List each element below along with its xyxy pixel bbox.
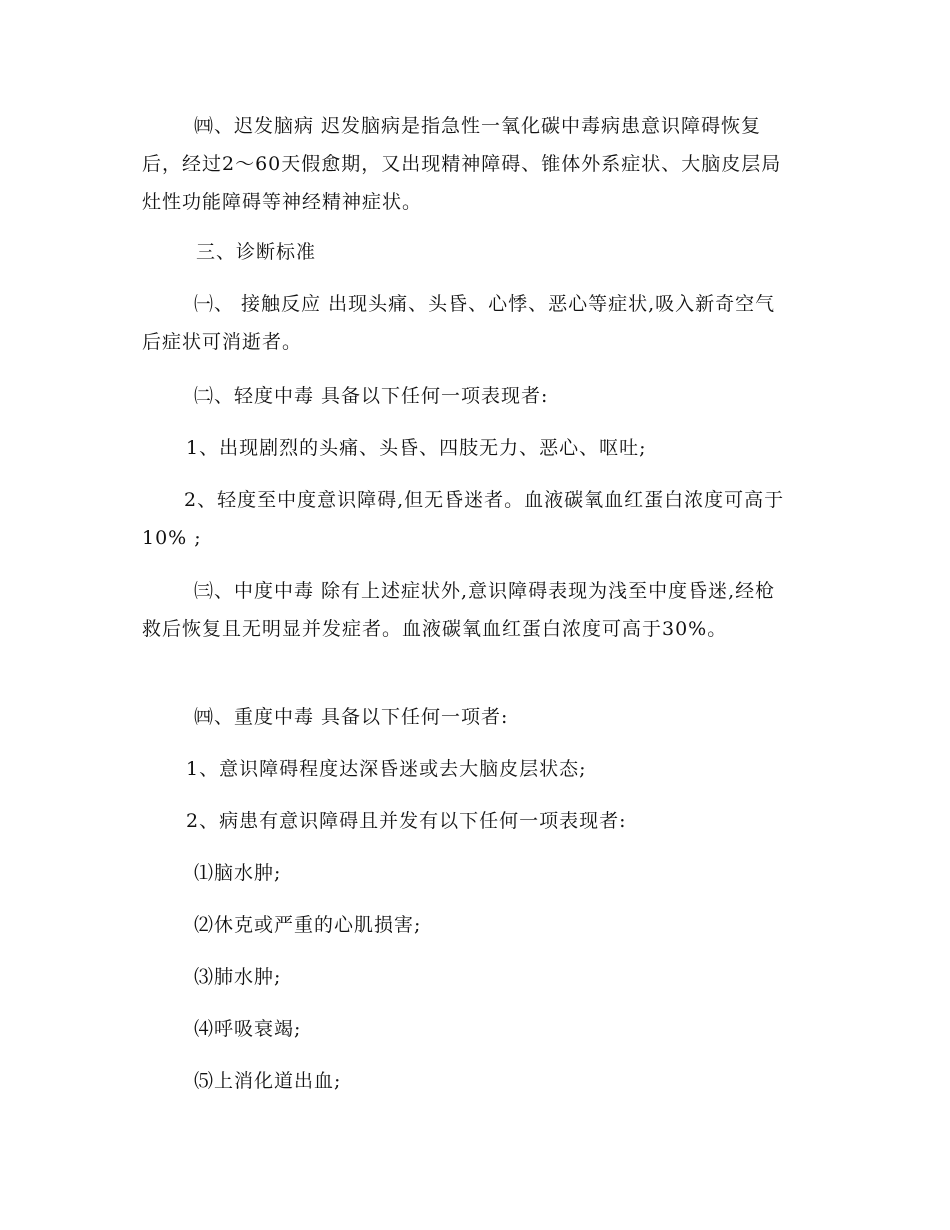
sub-item-gi-bleeding: ⑸上消化道出血; <box>194 1070 342 1092</box>
sub-item-shock: ⑵休克或严重的心肌损害; <box>194 914 422 936</box>
paragraph-severe-poisoning: ㈣、重度中毒 具备以下任何一项者: <box>194 706 509 728</box>
paragraph-contact-reaction: ㈠、 接触反应 出现头痛、头昏、心悸、恶心等症状,吸入新奇空气后症状可消逝者。 <box>142 293 776 353</box>
list-item-severe-2: 2、病患有意识障碍且并发有以下任何一项表现者: <box>186 810 627 832</box>
paragraph-moderate-poisoning: ㈢、中度中毒 除有上述症状外,意识障碍表现为浅至中度昏迷,经枪救后恢复且无明显并发症者。血液碳氧血红蛋白浓度可高于30%。 <box>142 580 776 640</box>
paragraph-delayed-encephalopathy: ㈣、迟发脑病 迟发脑病是指急性一氧化碳中毒病患意识障碍恢复后，经过2～60天假愈期，又出现精神障碍、锥体外系症状、大脑皮层局灶性功能障碍等神经精神症状。 <box>142 115 782 213</box>
heading-diagnostic-criteria: 三、诊断标准 <box>196 241 317 263</box>
list-item-mild-1: 1、出现剧烈的头痛、头昏、四肢无力、恶心、呕吐; <box>186 437 647 459</box>
sub-item-pulmonary-edema: ⑶肺水肿; <box>194 966 282 988</box>
paragraph-mild-poisoning: ㈡、轻度中毒 具备以下任何一项表现者: <box>194 385 549 407</box>
sub-item-respiratory-failure: ⑷呼吸衰竭; <box>194 1018 302 1040</box>
list-item-mild-2: 2、轻度至中度意识障碍,但无昏迷者。血液碳氧血红蛋白浓度可高于10% ; <box>142 489 785 549</box>
list-item-severe-1: 1、意识障碍程度达深昏迷或去大脑皮层状态; <box>186 758 587 780</box>
sub-item-brain-edema: ⑴脑水肿; <box>194 862 282 884</box>
